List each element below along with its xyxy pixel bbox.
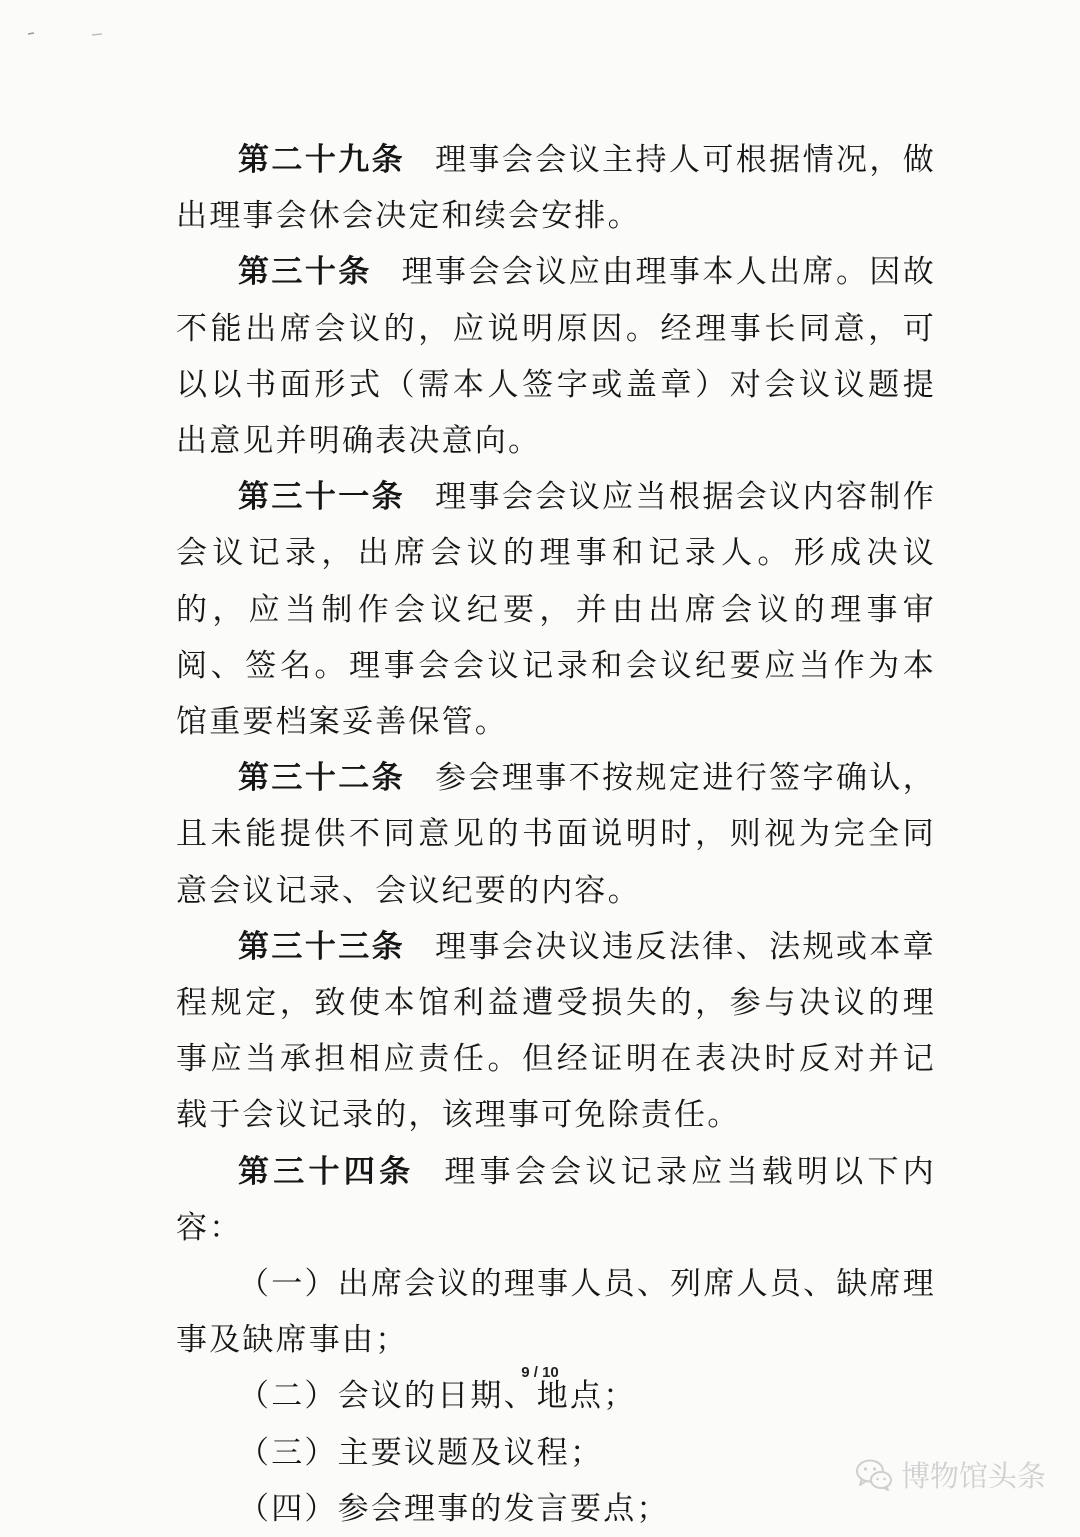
article-text: 理事会会议记录应当载明以下内容： [176, 1153, 936, 1246]
list-item-4: （四）参会理事的发言要点； [238, 1490, 670, 1527]
article-34 [176, 1144, 936, 1256]
list-item-3: （三）主要议题及议程； [238, 1434, 604, 1471]
article-number: 第三十三条 [238, 928, 406, 965]
document-body [176, 132, 936, 1537]
article-number: 第三十一条 [238, 479, 406, 516]
article-33 [176, 919, 936, 1144]
scan-speck-mark [26, 28, 106, 38]
article-32 [176, 750, 936, 919]
article-number: 第三十二条 [238, 760, 406, 797]
article-number: 第三十四条 [238, 1153, 415, 1190]
article-29 [176, 132, 936, 244]
article-text: 理事会会议应当根据会议内容制作会议记录，出席会议的理事和记录人。形成决议的，应当制作会议纪要，并由出席会议的理事审阅、签名。理事会会议记录和会议纪要应当作为本馆重要档案妥善保管。 [176, 479, 937, 741]
article-text: 理事会会议应由理事本人出席。因故不能出席会议的，应说明原因。经理事长同意，可以以书面形式（需本人签字或盖章）对会议议题提出意见并明确表决意向。 [176, 254, 936, 460]
article-30 [176, 244, 936, 469]
wechat-icon [855, 1458, 893, 1492]
source-watermark [855, 1454, 1046, 1495]
article-text: 参会理事不按规定进行签字确认，且未能提供不同意见的书面说明时，则视为完全同意会议记录、会议纪要的内容。 [176, 760, 937, 909]
list-item-2: （二）会议的日期、地点； [238, 1378, 637, 1415]
watermark-text: 博物馆头条 [900, 1459, 1046, 1493]
article-number: 第二十九条 [238, 142, 406, 178]
list-item-1: （一）出席会议的理事人员、列席人员、缺席理事及缺席事由； [176, 1266, 936, 1359]
article-31 [176, 469, 936, 750]
page-number: 9 / 10 [521, 1364, 559, 1381]
article-number: 第三十条 [238, 254, 372, 291]
article-text: 理事会会议主持人可根据情况，做出理事会休会决定和续会安排。 [176, 142, 937, 235]
article-text: 理事会决议违反法律、法规或本章程规定，致使本馆利益遭受损失的，参与决议的理事应当承担相应责任。但经证明在表决时反对并记载于会议记录的，该理事可免除责任。 [176, 928, 937, 1134]
